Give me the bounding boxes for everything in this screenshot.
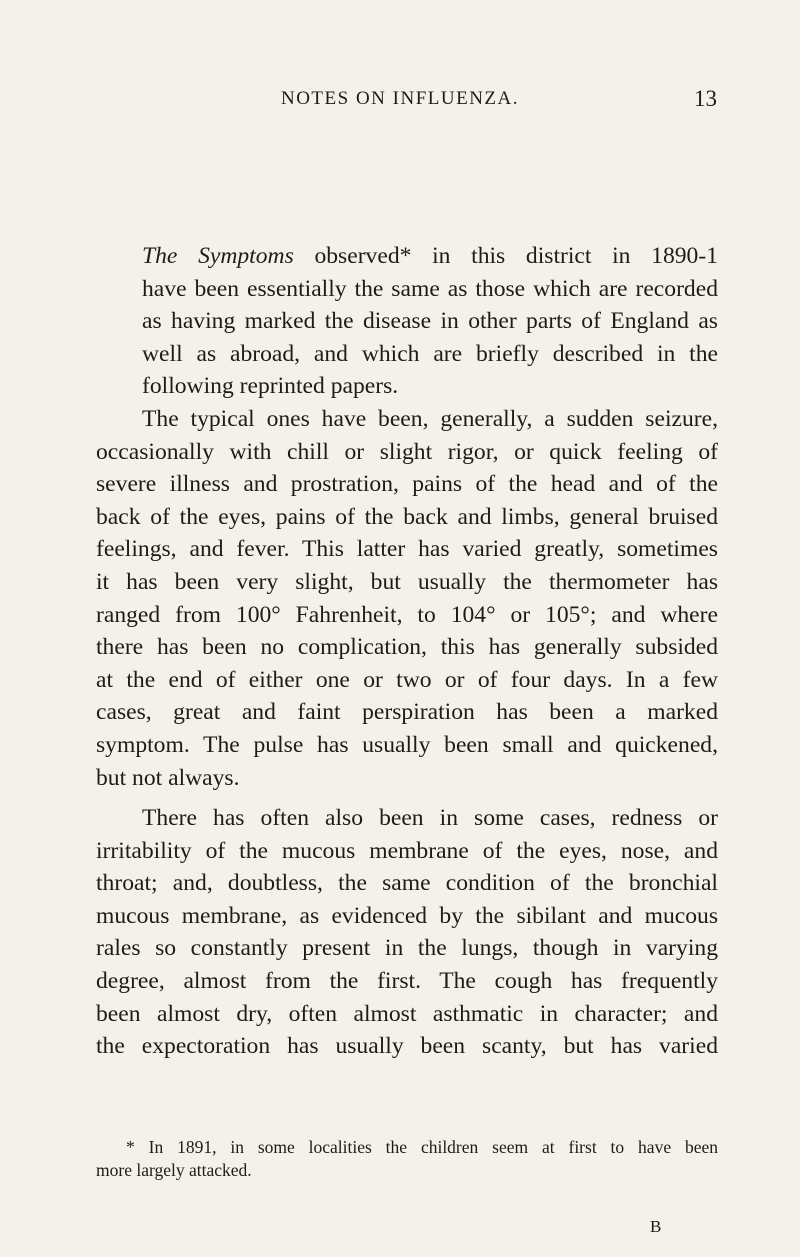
text-line: rales so constantly present in the lungs, though in varying bbox=[96, 935, 718, 962]
text-line: symptom. The pulse has usually been small and quickened, bbox=[96, 731, 718, 758]
paragraph-symptoms-intro bbox=[96, 240, 718, 403]
text-run: observed* in this district in 1890-1 bbox=[293, 243, 718, 269]
page-number: 13 bbox=[694, 86, 717, 111]
text-line: The typical ones have been, generally, a sudden seizure, bbox=[142, 405, 718, 432]
text-line: as having marked the disease in other parts of England as bbox=[142, 308, 718, 335]
text-line: occasionally with chill or slight rigor, or quick feeling of bbox=[96, 438, 718, 465]
text-line: cases, great and faint perspiration has been a marked bbox=[96, 699, 718, 726]
text-line: degree, almost from the first. The cough has frequently bbox=[96, 968, 718, 995]
running-head: NOTES ON INFLUENZA. bbox=[280, 88, 519, 109]
footnote-line: * In 1891, in some localities the children seem at first to have been bbox=[126, 1137, 718, 1157]
footnote-line: more largely attacked. bbox=[96, 1160, 252, 1180]
page-header bbox=[95, 86, 717, 116]
text-line: back of the eyes, pains of the back and limbs, general bruised bbox=[96, 503, 718, 530]
italic-lead: The Symptoms bbox=[142, 243, 294, 269]
paragraph-mucous-membrane bbox=[96, 802, 718, 1063]
text-line: severe illness and prostration, pains of the head and of the bbox=[96, 471, 718, 498]
text-line: feelings, and fever. This latter has varied greatly, sometimes bbox=[96, 536, 718, 563]
signature-mark: B bbox=[650, 1217, 662, 1236]
text-line: there has been no complication, this has generally subsided bbox=[96, 634, 718, 661]
text-line: the expectoration has usually been scanty, but has varied bbox=[96, 1033, 718, 1060]
text-line: mucous membrane, as evidenced by the sibilant and mucous bbox=[96, 902, 718, 929]
text-line: been almost dry, often almost asthmatic in character; and bbox=[96, 1000, 718, 1027]
text-line: it has been very slight, but usually the thermometer has bbox=[96, 568, 718, 595]
text-line: ranged from 100° Fahrenheit, to 104° or 105°; and where bbox=[96, 601, 718, 628]
footnote bbox=[96, 1136, 718, 1182]
text-line: well as abroad, and which are briefly described in the bbox=[142, 340, 718, 367]
text-line: irritability of the mucous membrane of the eyes, nose, and bbox=[96, 837, 718, 864]
text-line: following reprinted papers. bbox=[142, 373, 399, 400]
text-line: There has often also been in some cases, redness or bbox=[142, 805, 718, 832]
text-line: at the end of either one or two or of four days. In a few bbox=[96, 666, 718, 693]
text-line bbox=[96, 240, 718, 273]
text-line: throat; and, doubtless, the same condition of the bronchial bbox=[96, 870, 718, 897]
text-line: but not always. bbox=[96, 764, 240, 791]
paragraph-typical-symptoms bbox=[96, 403, 718, 794]
text-line: have been essentially the same as those which are recorded bbox=[142, 275, 718, 302]
body-text bbox=[96, 240, 718, 1063]
